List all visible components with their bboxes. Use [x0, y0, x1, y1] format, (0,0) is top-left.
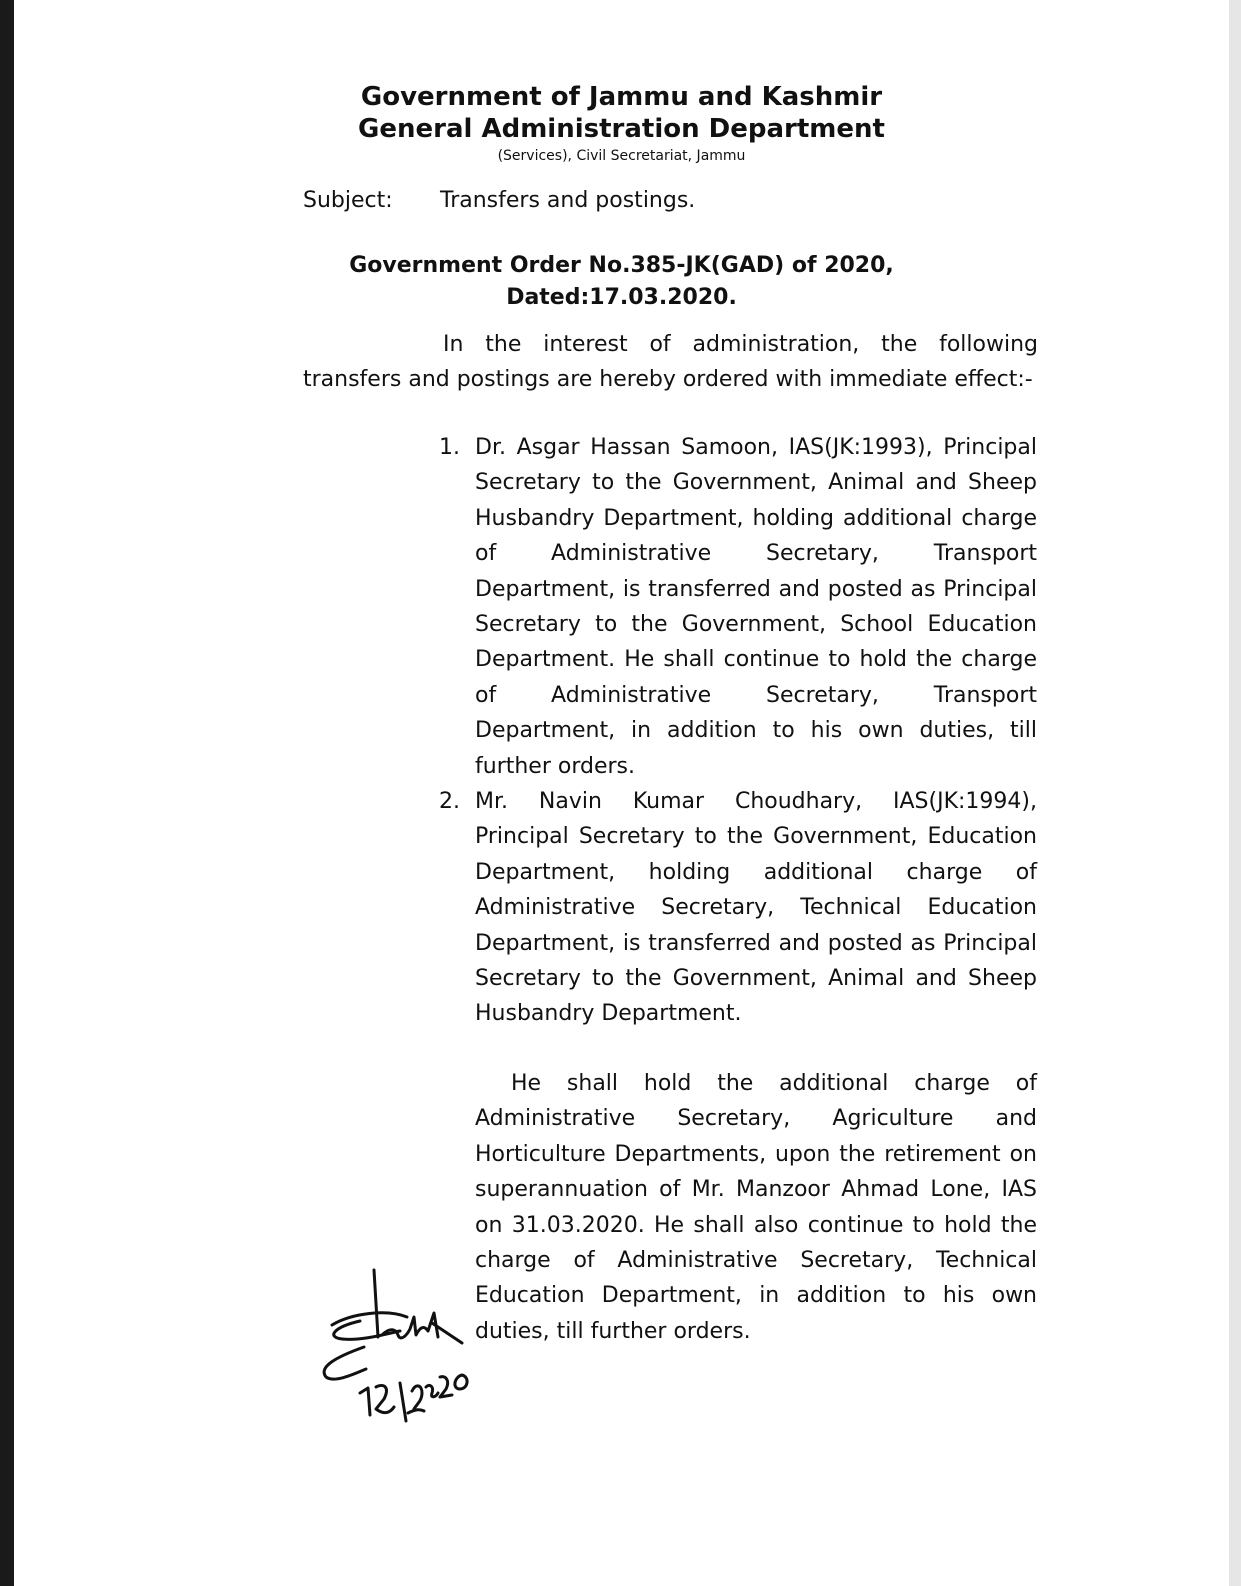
order-number: Government Order No.385-JK(GAD) of 2020, — [349, 253, 894, 278]
subject-text: Transfers and postings. — [440, 188, 696, 213]
page-right-edge — [1229, 0, 1241, 1586]
list-item-text: Dr. Asgar Hassan Samoon, IAS(JK:1993), Principal Secretary to the Government, Animal and Sheep Husbandry Department, holding additional charge of Administrative Secretary, Transport Department, is transferred and posted as Principal Secretary to the Government, School Education Department. He shall continue to hold the charge of Administrative Secretary, Transport Department, in addition to his own duties, till further orders. — [475, 435, 1037, 779]
order-date: Dated:17.03.2020. — [506, 285, 737, 310]
page-left-edge — [0, 0, 14, 1586]
header-department: General Administration Department — [358, 114, 885, 144]
additional-charge-paragraph: He shall hold the additional charge of Administrative Secretary, Agriculture and Horticulture Departments, upon the retirement on superannuation of Mr. Manzoor Ahmad Lone, IAS on 31.03.2020. He shall also continue to hold the charge of Administrative Secretary, Technical Education Department, in addition to his own duties, till further orders. — [475, 1071, 1037, 1344]
header-government: Government of Jammu and Kashmir — [360, 82, 883, 112]
intro-paragraph: In the interest of administration, the following transfers and postings are hereby ordered with immediate effect:- — [303, 332, 1038, 393]
subject-line — [303, 188, 695, 213]
list-item-text: Mr. Navin Kumar Choudhary, IAS(JK:1994), Principal Secretary to the Government, Education Department, holding additional charge of Administrative Secretary, Technical Education Department, is transferred and posted as Principal Secretary to the Government, Animal and Sheep Husbandry Department. — [475, 789, 1037, 1027]
subject-label: Subject: — [303, 188, 393, 213]
list-item-number: 1. — [439, 435, 460, 460]
header-office: (Services), Civil Secretariat, Jammu — [497, 148, 746, 164]
document-page — [14, 0, 1229, 1586]
handwritten-signature — [312, 1265, 502, 1430]
list-item-number: 2. — [439, 789, 460, 814]
